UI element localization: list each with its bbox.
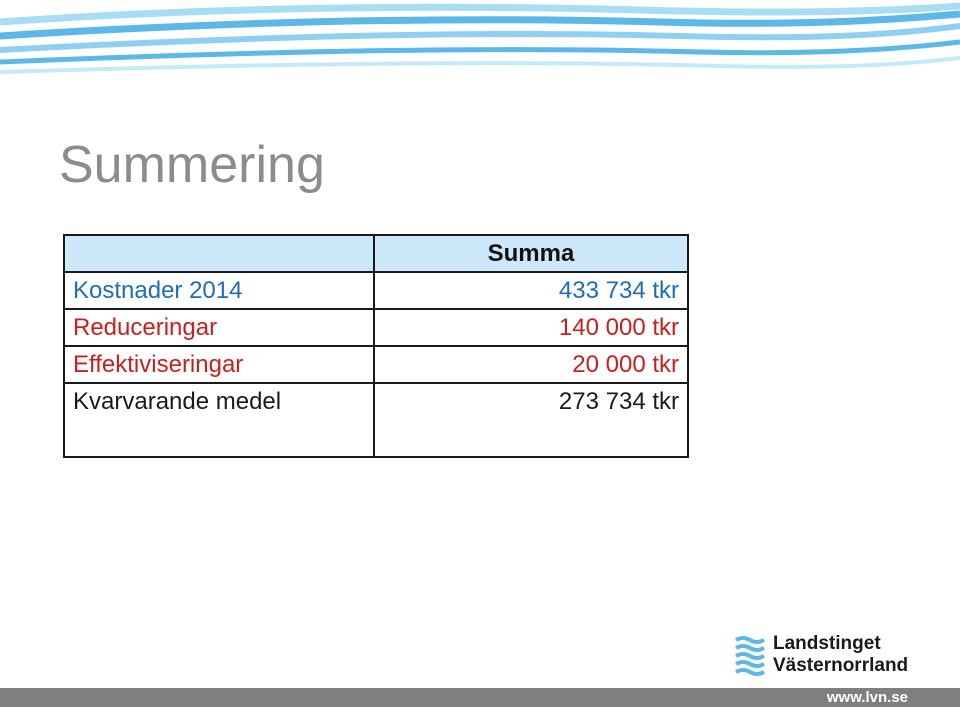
footer-bar: [0, 688, 960, 707]
table-row: [64, 272, 688, 309]
logo-text: [773, 633, 908, 677]
row-label: Kostnader 2014: [64, 272, 374, 309]
table-row: [64, 309, 688, 346]
logo-line-2: Västernorrland: [773, 655, 909, 676]
table-row: [64, 383, 688, 457]
row-label: Effektiviseringar: [64, 346, 374, 383]
table-header-row: [64, 235, 688, 272]
row-value: 433 734 tkr: [374, 272, 688, 309]
table-row: [64, 346, 688, 383]
row-value: 140 000 tkr: [374, 309, 688, 346]
header-cell-label: [64, 235, 374, 272]
row-value: 273 734 tkr: [374, 383, 688, 457]
footer-url: www.lvn.se: [826, 689, 908, 706]
header-cell-summa: Summa: [374, 235, 688, 272]
slide-title: Summering: [59, 136, 325, 194]
logo-line-1: Landstinget: [773, 633, 881, 654]
row-label: Kvarvarande medel: [64, 383, 374, 457]
row-label: Reduceringar: [64, 309, 374, 346]
row-value: 20 000 tkr: [374, 346, 688, 383]
summary-table: [63, 234, 689, 458]
decorative-waves: [0, 0, 960, 85]
